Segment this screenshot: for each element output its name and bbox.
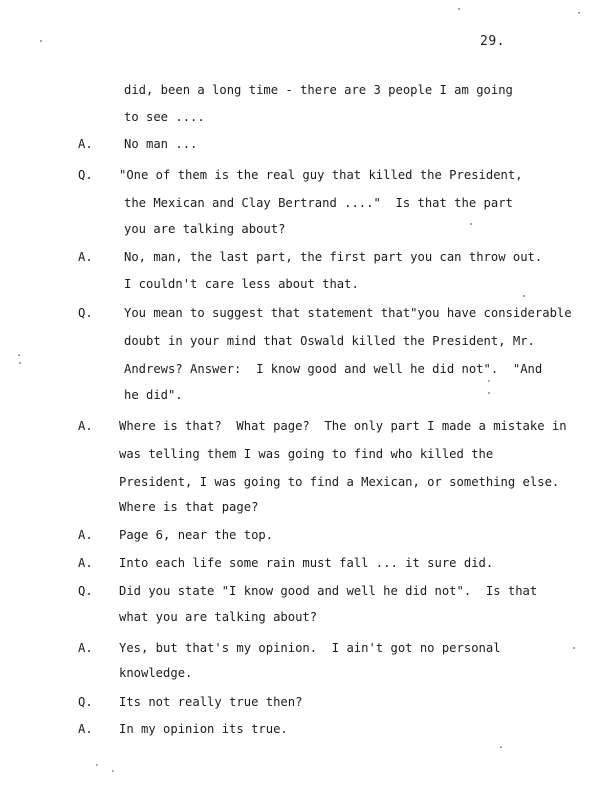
- transcript-line: I couldn't care less about that.: [124, 277, 359, 291]
- transcript-line: what you are talking about?: [119, 610, 318, 624]
- scan-speck: [488, 380, 490, 382]
- transcript-line: Did you state "I know good and well he did not". Is that: [119, 584, 538, 598]
- scan-speck: [40, 40, 42, 42]
- transcript-line: You mean to suggest that statement that"you have considerable: [124, 306, 572, 320]
- speaker-label: A.: [78, 556, 93, 570]
- speaker-label: A.: [78, 641, 93, 655]
- transcript-line: doubt in your mind that Oswald killed the President, Mr.: [124, 334, 535, 348]
- speaker-label: A.: [78, 137, 93, 151]
- transcript-line: In my opinion its true.: [119, 722, 288, 736]
- transcript-line: did, been a long time - there are 3 people I am going: [124, 83, 513, 97]
- speaker-label: A.: [78, 250, 93, 264]
- scan-speck: [488, 392, 490, 394]
- transcript-line: Where is that? What page? The only part I made a mistake in: [119, 419, 567, 433]
- transcript-line: you are talking about?: [124, 222, 286, 236]
- scan-speck: [458, 8, 460, 10]
- speaker-label: Q.: [78, 584, 93, 598]
- transcript-line: No, man, the last part, the first part you can throw out.: [124, 250, 543, 264]
- scan-speck: [96, 764, 98, 766]
- transcript-line: knowledge.: [119, 666, 193, 680]
- transcript-line: to see ....: [124, 110, 205, 124]
- speaker-label: A.: [78, 722, 93, 736]
- scan-speck: [523, 295, 525, 297]
- scan-speck: [18, 354, 20, 356]
- speaker-label: Q.: [78, 695, 93, 709]
- transcript-line: President, I was going to find a Mexican, or something else.: [119, 475, 560, 489]
- transcript-line: "One of them is the real guy that killed the President,: [119, 168, 523, 182]
- speaker-label: Q.: [78, 168, 93, 182]
- transcript-line: Page 6, near the top.: [119, 528, 274, 542]
- scan-speck: [19, 362, 21, 364]
- transcript-line: Into each life some rain must fall ... it sure did.: [119, 556, 494, 570]
- transcript-line: was telling them I was going to find who killed the: [119, 447, 494, 461]
- speaker-label: A.: [78, 419, 93, 433]
- scan-speck: [112, 770, 114, 772]
- speaker-label: A.: [78, 528, 93, 542]
- scan-speck: [573, 647, 575, 649]
- transcript-line: No man ...: [124, 137, 198, 151]
- transcript-line: the Mexican and Clay Bertrand ...." Is that the part: [124, 196, 513, 210]
- scan-speck: [500, 746, 502, 748]
- transcript-line: Yes, but that's my opinion. I ain't got no personal: [119, 641, 501, 655]
- transcript-line: Where is that page?: [119, 500, 259, 514]
- transcript-line: Andrews? Answer: I know good and well he did not". "And: [124, 362, 543, 376]
- page-number: 29.: [480, 34, 505, 49]
- speaker-label: Q.: [78, 306, 93, 320]
- scan-speck: [470, 223, 472, 225]
- scan-speck: [578, 12, 580, 14]
- transcript-line: Its not really true then?: [119, 695, 303, 709]
- transcript-line: he did".: [124, 388, 183, 402]
